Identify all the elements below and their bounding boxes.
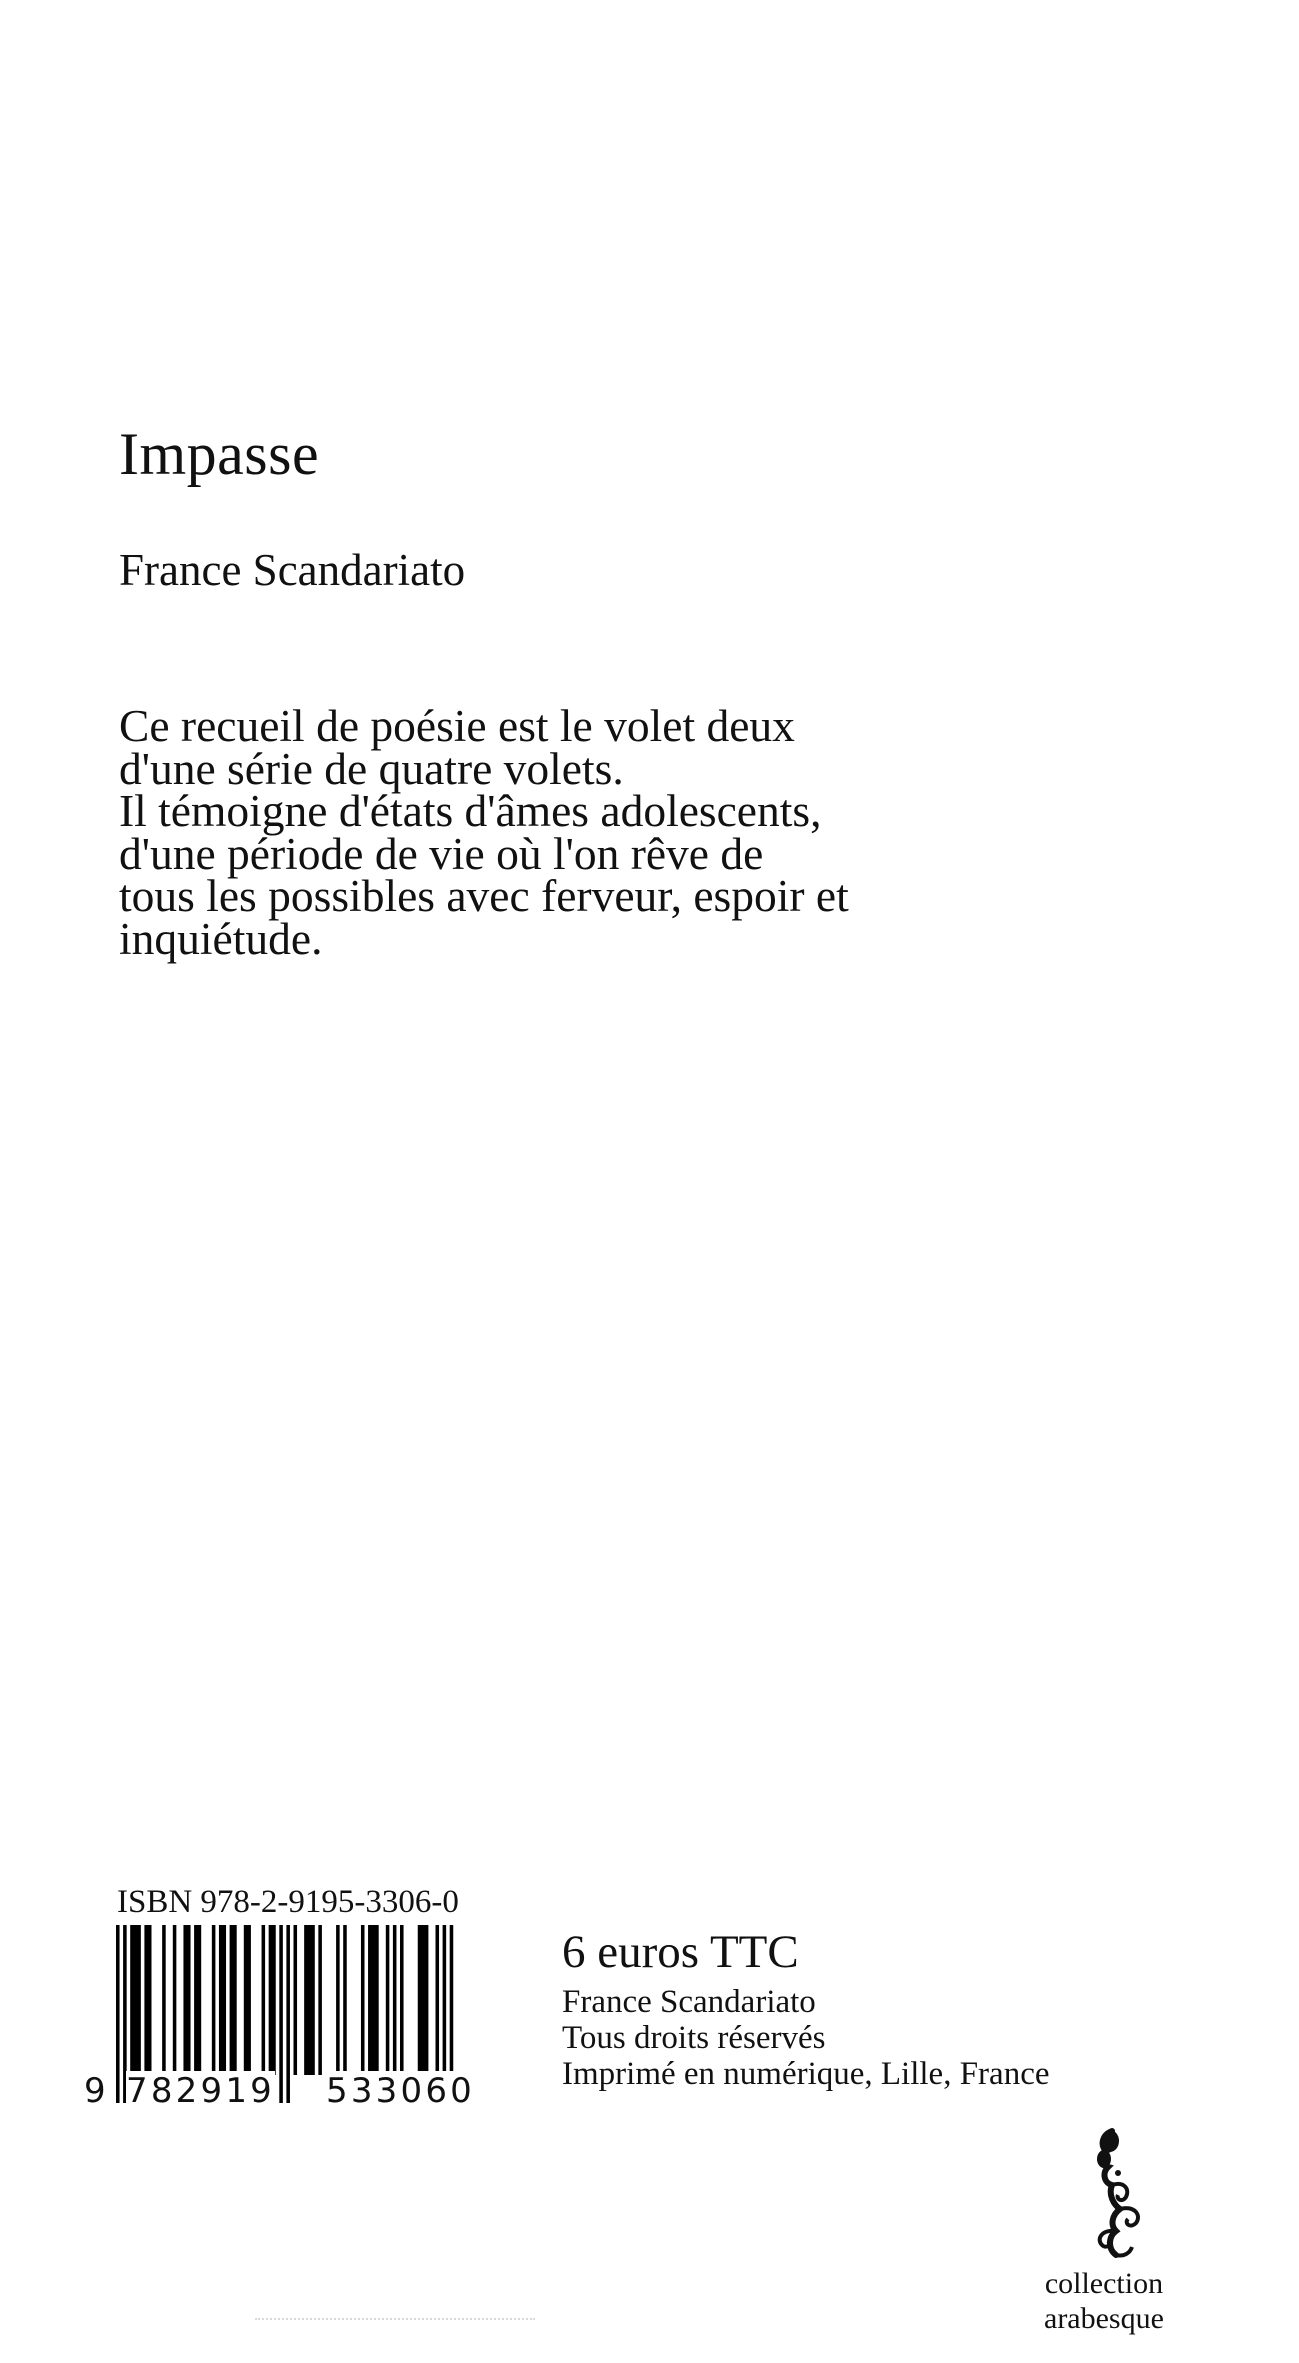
barcode-bar — [386, 1925, 390, 2075]
collection-imprint — [1044, 2266, 1164, 2336]
blurb-line: Ce recueil de poésie est le volet deux — [119, 700, 795, 751]
barcode-bar — [162, 1925, 166, 2075]
barcode-guard-bar — [286, 1925, 290, 2103]
barcode-bar — [393, 1925, 397, 2075]
barcode-bar — [230, 1925, 237, 2075]
copyright-holder: France Scandariato — [562, 1984, 816, 2020]
barcode-first-digit: 9 — [84, 2071, 109, 2111]
barcode-guard-bar — [279, 1925, 283, 2103]
barcode-bar — [194, 1925, 201, 2075]
book-author: France Scandariato — [119, 545, 466, 595]
blurb-line: tous les possibles avec ferveur, espoir et — [119, 870, 849, 921]
isbn-label: ISBN 978-2-9195-3306-0 — [117, 1884, 459, 1920]
barcode-bar — [269, 1925, 276, 2075]
collection-label: collection — [1044, 2267, 1164, 2300]
blurb-line: d'une période de vie où l'on rêve de — [119, 827, 764, 879]
barcode-bar — [436, 1925, 440, 2075]
blurb-line: Il témoigne d'états d'âmes adolescents, — [119, 785, 822, 836]
faint-divider — [255, 2318, 535, 2320]
barcode-bar — [244, 1925, 251, 2075]
barcode-bar — [343, 1925, 347, 2075]
barcode-bar — [294, 1925, 298, 2075]
collection-name: arabesque — [1044, 2302, 1164, 2335]
rights-notice: Tous droits réservés — [562, 2020, 826, 2056]
barcode-bar — [183, 1925, 190, 2075]
barcode-bar — [400, 1925, 404, 2075]
barcode-bar — [361, 1925, 365, 2075]
barcode-bar — [304, 1925, 315, 2075]
barcode-bar — [219, 1925, 226, 2075]
barcode-bar — [173, 1925, 177, 2075]
barcode-bar — [336, 1925, 340, 2075]
barcode-bar — [212, 1925, 216, 2075]
barcode-bar — [144, 1925, 151, 2075]
barcode-bar — [130, 1925, 141, 2075]
barcode-guard-bar — [116, 1925, 120, 2103]
arabesque-ornament-icon — [1072, 2125, 1152, 2265]
price: 6 euros TTC — [562, 1926, 799, 1978]
barcode-bar — [418, 1925, 429, 2075]
back-cover-blurb — [119, 700, 1119, 964]
barcode-bar — [262, 1925, 266, 2075]
blurb-line: inquiétude. — [119, 912, 323, 964]
printing-notice: Imprimé en numérique, Lille, France — [562, 2056, 1050, 2092]
blurb-line: d'une série de quatre volets. — [119, 742, 624, 794]
barcode-bar — [368, 1925, 379, 2075]
book-title: Impasse — [119, 421, 320, 487]
barcode-right-digits: 533060 — [326, 2071, 475, 2111]
barcode-bar — [318, 1925, 322, 2075]
isbn-barcode — [82, 1925, 500, 2125]
barcode-left-digits: 782919 — [126, 2071, 275, 2111]
